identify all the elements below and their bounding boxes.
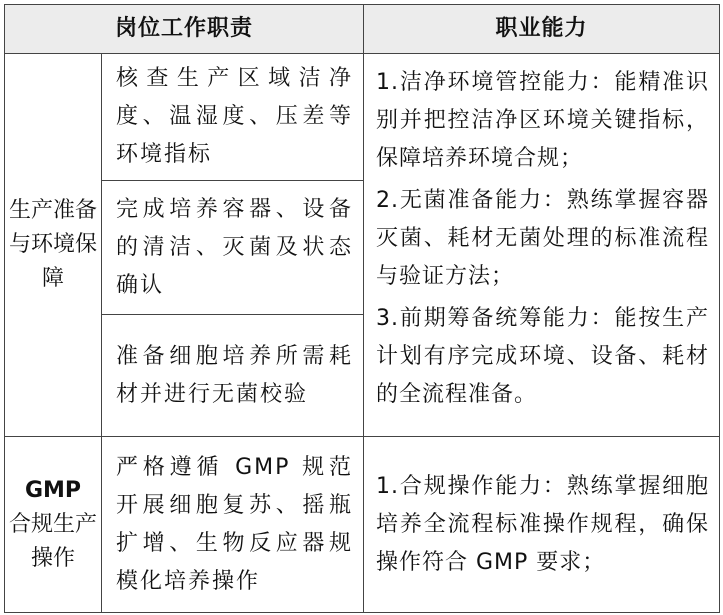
ability-cell: 1.合规操作能力：熟练掌握细胞培养全流程标准操作规程，确保操作符合 GMP 要求； xyxy=(364,437,720,613)
duty-cell: 核查生产区域洁净度、温湿度、压差等环境指标 xyxy=(102,54,364,181)
table-row xyxy=(5,54,720,181)
ability-item: 2.无菌准备能力：熟练掌握容器灭菌、耗材无菌处理的标准流程与验证方法； xyxy=(376,188,710,289)
category-gmp-operation xyxy=(5,437,102,613)
table-header-row xyxy=(5,5,720,54)
ability-cell xyxy=(364,54,720,437)
header-abilities: 职业能力 xyxy=(364,5,720,54)
header-duties: 岗位工作职责 xyxy=(5,5,364,54)
duty-cell: 严格遵循 GMP 规范开展细胞复苏、摇瓶扩增、生物反应器规模化培养操作 xyxy=(102,437,364,613)
ability-item: 3.前期筹备统筹能力：能按生产计划有序完成环境、设备、耗材的全流程准备。 xyxy=(376,306,710,407)
category-gmp-sublabel: 合规生产操作 xyxy=(9,511,98,571)
category-production-prep: 生产准备与环境保障 xyxy=(5,54,102,437)
duty-cell: 完成培养容器、设备的清洁、灭菌及状态确认 xyxy=(102,181,364,315)
table-row xyxy=(5,437,720,613)
job-duty-ability-table xyxy=(4,4,720,613)
category-gmp-label: GMP xyxy=(24,477,82,503)
duty-cell: 准备细胞培养所需耗材并进行无菌校验 xyxy=(102,315,364,437)
ability-item: 1.洁净环境管控能力：能精准识别并把控洁净区环境关键指标，保障培养环境合规； xyxy=(376,70,710,171)
